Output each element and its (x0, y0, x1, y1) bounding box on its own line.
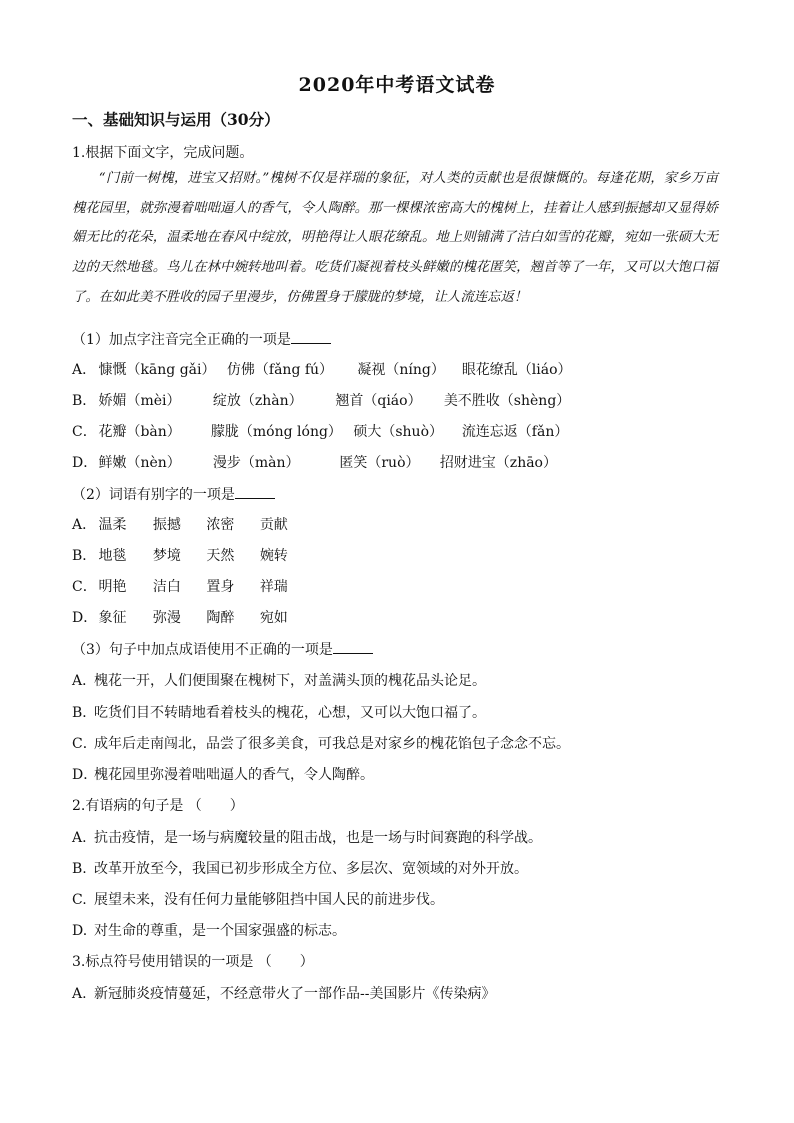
option-label: A． (72, 517, 97, 533)
option-label: D． (72, 455, 98, 471)
option-label: A． (72, 362, 97, 378)
option-label: B. (72, 861, 87, 877)
page-title: 2020年中考语文试卷 (298, 74, 496, 96)
option-item: 招财进宝（zhāo） (439, 455, 557, 471)
option-label: A． (72, 673, 97, 689)
option-item: 仿佛（fǎng fú） (226, 362, 334, 378)
option-item: 硕大（shuò） (353, 424, 444, 440)
option-item: 祥瑞 (259, 579, 288, 595)
option-item: 鲜嫩（nèn） (98, 455, 181, 471)
answer-blank (291, 331, 331, 344)
option-item: 贡献 (259, 517, 288, 533)
option-row (72, 702, 486, 722)
option-item: 朦胧（móng lóng） (210, 424, 342, 440)
option-text: 对生命的尊重，是一个国家强盛的标志。 (94, 923, 346, 939)
option-item: 弥漫 (152, 610, 181, 626)
option-label: B． (72, 548, 97, 564)
option-row (72, 576, 288, 596)
option-row (72, 733, 570, 753)
option-item: 慷慨（kāng gǎi） (98, 362, 216, 378)
option-row (72, 858, 528, 878)
option-item: 天然 (206, 548, 235, 564)
option-item: 宛如 (259, 610, 288, 626)
option-label: D. (72, 923, 88, 939)
option-item: 花瓣（bàn） (98, 424, 181, 440)
option-row (72, 764, 374, 784)
option-row (72, 514, 288, 534)
option-row (72, 390, 570, 410)
question-3-stem: 3.标点符号使用错误的一项是 （ ） (72, 954, 314, 970)
question-text: （3）句子中加点成语使用不正确的一项是 (72, 642, 333, 658)
passage-text: “门前一树槐，进宝又招财。”槐树不仅是祥瑞的象征，对人类的贡献也是很慷慨的。每逢花期，家乡万亩槐花园里，就弥漫着咄咄逼人的香气，令人陶醉。那一棵棵浓密高大的槐树上，挂着让人感到振撼却又显得娇媚无比的花朵，温柔地在春风中绽放，明艳得让人眼花缭乱。地上则铺满了洁白如雪的花瓣，宛如一张硕大无边的天然地毯。鸟儿在林中婉转地叫着。吃货们凝视着枝头鲜嫩的槐花匿笑，翘首等了一年，又可以大饱口福了。在如此美不胜收的园子里漫步，仿佛置身于朦胧的梦境，让人流连忘返！ (72, 171, 718, 305)
option-text: 改革开放至今，我国已初步形成全方位、多层次、宽领域的对外开放。 (94, 861, 528, 877)
option-label: A. (72, 986, 87, 1002)
question-text: （1）加点字注音完全正确的一项是 (72, 332, 291, 348)
option-item: 翘首（qiáo） (335, 393, 422, 409)
option-row (72, 889, 444, 909)
option-row (72, 545, 288, 565)
option-row (72, 670, 486, 690)
question-1-3-stem (72, 639, 373, 659)
option-text: 成年后走南闯北，品尝了很多美食，可我总是对家乡的槐花馅包子念念不忘。 (94, 736, 570, 752)
option-item: 明艳 (98, 579, 127, 595)
option-label: C． (72, 424, 97, 440)
option-label: C． (72, 579, 97, 595)
option-row (72, 827, 542, 847)
option-item: 温柔 (98, 517, 127, 533)
option-text: 槐花园里弥漫着咄咄逼人的香气，令人陶醉。 (94, 767, 374, 783)
option-item: 美不胜收（shèng） (443, 393, 571, 409)
option-label: C． (72, 736, 97, 752)
option-label: D． (72, 610, 98, 626)
option-item: 象征 (98, 610, 127, 626)
option-row (72, 421, 568, 441)
question-text: （2）词语有别字的一项是 (72, 487, 235, 503)
option-text: 抗击疫情，是一场与病魔较量的阻击战，也是一场与时间赛跑的科学战。 (94, 830, 542, 846)
question-1-1-stem (72, 329, 331, 349)
option-item: 振撼 (152, 517, 181, 533)
option-item: 流连忘返（fǎn） (461, 424, 569, 440)
option-row (72, 452, 557, 472)
option-label: B． (72, 705, 97, 721)
option-item: 凝视（níng） (357, 362, 445, 378)
option-item: 洁白 (152, 579, 181, 595)
option-row (72, 983, 495, 1003)
section-heading: 一、基础知识与运用（30分） (72, 110, 280, 129)
option-item: 地毯 (98, 548, 127, 564)
option-item: 绽放（zhàn） (212, 393, 303, 409)
option-item: 娇媚（mèi） (98, 393, 181, 409)
option-item: 眼花缭乱（liáo） (461, 362, 572, 378)
option-label: A. (72, 830, 87, 846)
answer-blank (333, 641, 373, 654)
question-2-stem: 2.有语病的句子是 （ ） (72, 798, 244, 814)
question-1-stem: 1.根据下面文字，完成问题。 (72, 145, 254, 161)
option-text: 展望未来，没有任何力量能够阻挡中国人民的前进步伐。 (94, 892, 444, 908)
option-label: D． (72, 767, 98, 783)
reading-passage (72, 164, 718, 313)
option-item: 浓密 (206, 517, 235, 533)
option-item: 婉转 (259, 548, 288, 564)
option-item: 匿笑（ruò） (339, 455, 420, 471)
option-item: 置身 (206, 579, 235, 595)
option-row (72, 607, 288, 627)
option-row (72, 920, 346, 940)
option-item: 陶醉 (206, 610, 235, 626)
answer-blank (235, 486, 275, 499)
option-row (72, 359, 572, 379)
option-label: C. (72, 892, 87, 908)
option-text: 新冠肺炎疫情蔓延，不经意带火了一部作品--美国影片《传染病》 (94, 986, 496, 1002)
option-text: 吃货们目不转睛地看着枝头的槐花，心想，又可以大饱口福了。 (94, 705, 486, 721)
option-label: B． (72, 393, 97, 409)
option-text: 槐花一开，人们便围聚在槐树下，对盖满头顶的槐花品头论足。 (94, 673, 486, 689)
option-item: 梦境 (152, 548, 181, 564)
option-item: 漫步（màn） (212, 455, 300, 471)
question-1-2-stem (72, 484, 275, 504)
